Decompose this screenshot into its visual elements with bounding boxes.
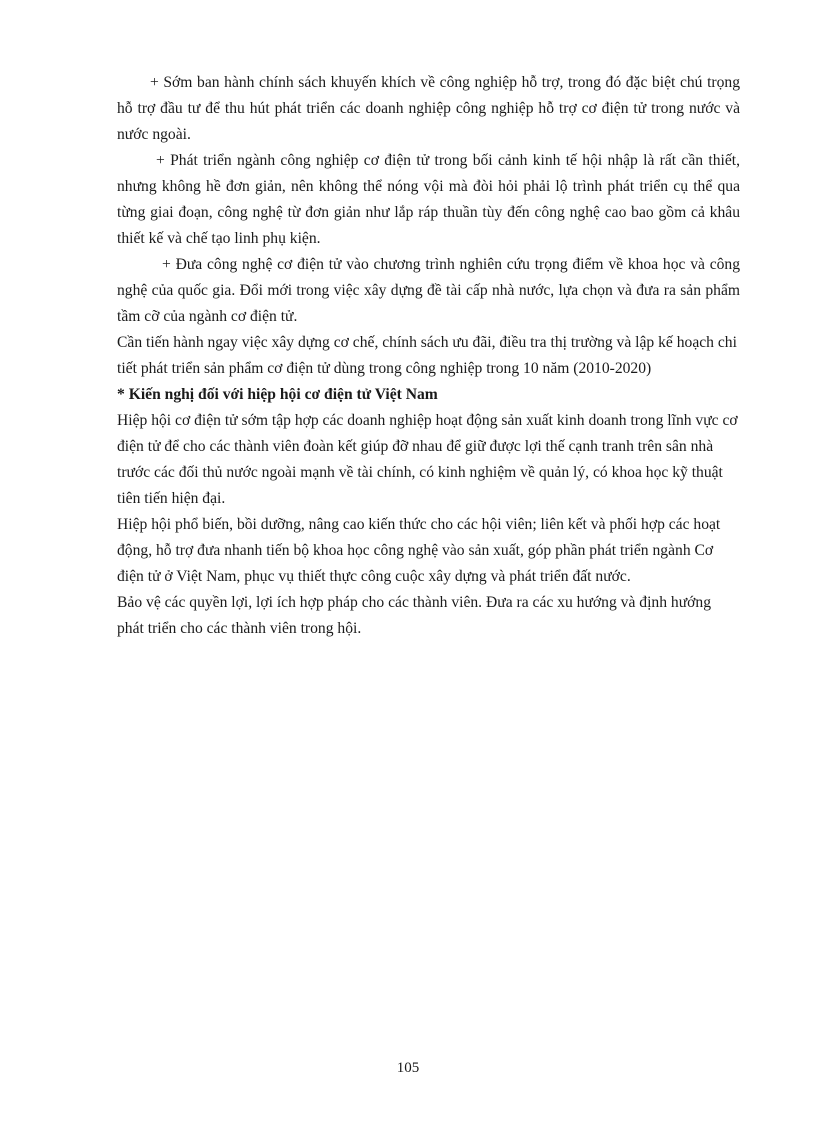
paragraph-industry-development: + Phát triển ngành công nghiệp cơ điện tử trong bối cảnh kinh tế hội nhập là rất cần thiết, nhưng không hề đơn giản, nên không thể nóng vội mà đòi hỏi phải lộ trình phát triển cụ thể qua từng giai đoạn, công nghệ từ đơn giản như lắp ráp thuần tùy đến công nghệ cao bao gồm cả khâu thiết kế và chế tạo linh phụ kiện. bbox=[117, 152, 740, 247]
page-number: 105 bbox=[396, 1060, 420, 1076]
paragraph-association-train: Hiệp hội phổ biến, bồi dưỡng, nâng cao kiến thức cho các hội viên; liên kết và phối hợp các hoạt động, hỗ trợ đưa nhanh tiến bộ khoa học công nghệ vào sản xuất, góp phần phát triển ngành Cơ điện tử ở Việt Nam, phục vụ thiết thực công cuộc xây dựng và phát triển đất nước. bbox=[117, 516, 721, 585]
paragraph-association-protect: Bảo vệ các quyền lợi, lợi ích hợp pháp cho các thành viên. Đưa ra các xu hướng và định hướng phát triển cho các thành viên trong hội. bbox=[117, 594, 711, 637]
section-heading: * Kiến nghị đối với hiệp hội cơ điện tử Việt Nam bbox=[117, 386, 438, 403]
paragraph-policy-plan: Cần tiến hành ngay việc xây dựng cơ chế, chính sách ưu đãi, điều tra thị trường và lập kế hoạch chi tiết phát triển sản phẩm cơ điện tử dùng trong công nghiệp trong 10 năm (2010-2020) bbox=[117, 334, 737, 377]
document-body bbox=[117, 70, 740, 642]
paragraph-association-gather: Hiệp hội cơ điện tử sớm tập hợp các doanh nghiệp hoạt động sản xuất kinh doanh trong lĩnh vực cơ điện tử để cho các thành viên đoàn kết giúp đỡ nhau để giữ được lợi thế cạnh tranh trên sân nhà trước các đối thủ nước ngoài mạnh về tài chính, có kinh nghiệm về quản lý, có khoa học kỹ thuật tiên tiến hiện đại. bbox=[117, 412, 738, 507]
paragraph-support-policy: + Sớm ban hành chính sách khuyến khích về công nghiệp hỗ trợ, trong đó đặc biệt chú trọng hỗ trợ đầu tư để thu hút phát triển các doanh nghiệp công nghiệp hỗ trợ cơ điện tử trong nước và nước ngoài. bbox=[117, 74, 740, 143]
paragraph-research-program: + Đưa công nghệ cơ điện tử vào chương trình nghiên cứu trọng điểm về khoa học và công nghệ của quốc gia. Đổi mới trong việc xây dựng đề tài cấp nhà nước, lựa chọn và đưa ra sản phẩm tầm cỡ của ngành cơ điện tử. bbox=[117, 256, 740, 325]
